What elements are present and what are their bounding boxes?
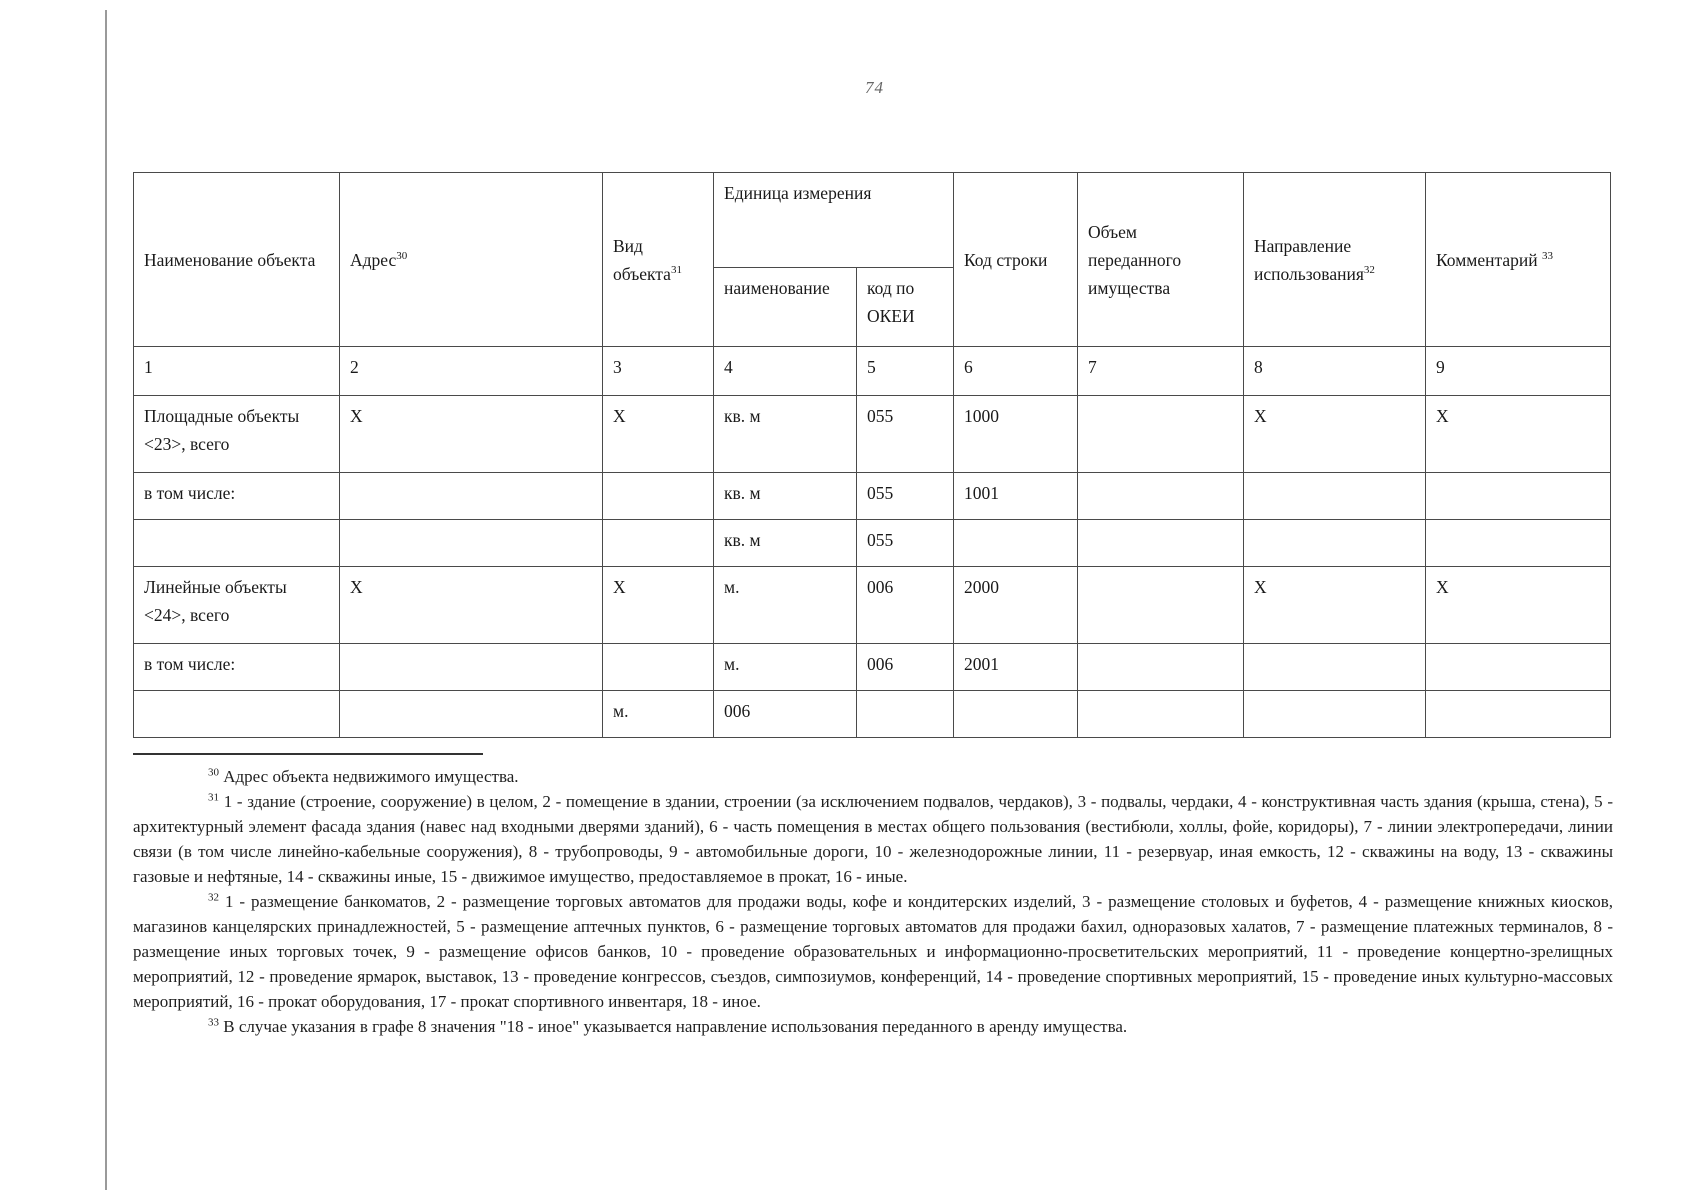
cell-okei: 006 bbox=[857, 644, 954, 691]
header-unit-group: Единица измерения bbox=[714, 173, 954, 268]
footnote-31: $^{31}$ 1 - здание (строение, сооружение) в целом, 2 - помещение в здании, строении (за исключением подвалов, чердаков), 3 - подвалы, чердаки, 4 - конструктивная часть здания (крыша, стена), 5 - архитектурный элемент фасада здания (навес над входными дверями зданий), 6 - часть помещения в местах общего пользования (вестибюли, холлы, фойе, коридоры), 7 - линии электропередачи, линии связи (в том числе линейно-кабельные сооружения), 8 - трубопроводы, 9 - автомобильные дороги, 10 - железнодорожные линии, 11 - резервуар, иная емкость, 12 - скважины на воду, 13 - скважины газовые и нефтяные, 14 - скважины иные, 15 - движимое имущество, предоставляемое в прокат, 16 - иные. bbox=[133, 791, 1613, 886]
column-number-row bbox=[134, 347, 1611, 396]
property-table bbox=[133, 172, 1611, 738]
header-volume: Объем переданного имущества bbox=[1078, 173, 1244, 347]
footnote-ref-30: 30 bbox=[396, 249, 408, 262]
cell-address bbox=[340, 691, 603, 738]
footnote-ref-32: 32 bbox=[1363, 263, 1375, 276]
footnote-ref-31: 31 bbox=[670, 263, 682, 276]
cell-name: в том числе: bbox=[134, 473, 340, 520]
column-number: 2 bbox=[340, 347, 603, 396]
cell-direction bbox=[1244, 473, 1426, 520]
cell-code bbox=[954, 691, 1078, 738]
cell-name bbox=[134, 691, 340, 738]
footnote-ref-33: 33 bbox=[1541, 249, 1553, 262]
header-row-code: Код строки bbox=[954, 173, 1078, 347]
column-number: 6 bbox=[954, 347, 1078, 396]
cell-direction: Х bbox=[1244, 567, 1426, 644]
cell-okei: 055 bbox=[857, 396, 954, 473]
table-row bbox=[134, 644, 1611, 691]
header-address: Адрес$^{30}$ bbox=[340, 173, 603, 347]
header-row bbox=[134, 173, 1611, 268]
cell-unit: м. bbox=[714, 567, 857, 644]
cell-direction: Х bbox=[1244, 396, 1426, 473]
table-row bbox=[134, 396, 1611, 473]
cell-code: 2001 bbox=[954, 644, 1078, 691]
cell-code bbox=[954, 520, 1078, 567]
header-direction: Направление использования$^{32}$ bbox=[1244, 173, 1426, 347]
header-unit-code: код по ОКЕИ bbox=[857, 268, 954, 347]
cell-okei: 006 bbox=[857, 567, 954, 644]
cell-comment bbox=[1426, 644, 1611, 691]
header-object-type: Вид объекта$^{31}$ bbox=[603, 173, 714, 347]
cell-volume bbox=[1078, 691, 1244, 738]
cell-type bbox=[603, 644, 714, 691]
cell-address bbox=[340, 520, 603, 567]
cell-type bbox=[603, 473, 714, 520]
cell-volume bbox=[1078, 644, 1244, 691]
cell-type: Х bbox=[603, 396, 714, 473]
cell-type: Х bbox=[603, 567, 714, 644]
cell-unit: кв. м bbox=[714, 520, 857, 567]
cell-address: Х bbox=[340, 396, 603, 473]
cell-name: в том числе: bbox=[134, 644, 340, 691]
cell-comment bbox=[1426, 520, 1611, 567]
cell-direction bbox=[1244, 691, 1426, 738]
cell-comment bbox=[1426, 691, 1611, 738]
cell-unit: 006 bbox=[714, 691, 857, 738]
cell-unit: кв. м bbox=[714, 396, 857, 473]
column-number: 3 bbox=[603, 347, 714, 396]
cell-type: м. bbox=[603, 691, 714, 738]
cell-name bbox=[134, 520, 340, 567]
header-name: Наименование объекта bbox=[134, 173, 340, 347]
cell-volume bbox=[1078, 520, 1244, 567]
header-comment: Комментарий $^{33}$ bbox=[1426, 173, 1611, 347]
cell-address bbox=[340, 644, 603, 691]
header-unit-name: наименование bbox=[714, 268, 857, 347]
cell-okei: 055 bbox=[857, 473, 954, 520]
cell-okei: 055 bbox=[857, 520, 954, 567]
footnote-33: $^{33}$ В случае указания в графе 8 значения "18 - иное" указывается направление использования переданного в аренду имущества. bbox=[208, 1016, 1128, 1036]
binding-margin-line bbox=[105, 10, 107, 1190]
footnote-30: $^{30}$ Адрес объекта недвижимого имущества. bbox=[208, 766, 519, 786]
cell-type bbox=[603, 520, 714, 567]
footnote-32: $^{32}$ 1 - размещение банкоматов, 2 - размещение торговых автоматов для продажи воды, кофе и кондитерских изделий, 3 - размещение столовых и буфетов, 4 - размещение книжных киосков, магазинов канцелярских принадлежностей, 5 - размещение аптечных пунктов, 6 - размещение торговых автоматов для продажи бахил, одноразовых халатов, 7 - размещение платежных терминалов, 8 - размещение иных торговых точек, 9 - размещение офисов банков, 10 - проведение образовательных и информационно-просветительских мероприятий, 11 - проведение концертно-зрелищных мероприятий, 12 - проведение ярмарок, выставок, 13 - проведение конгрессов, съездов, симпозиумов, конференций, 14 - проведение спортивных мероприятий, 15 - проведение иных культурно-массовых мероприятий, 16 - прокат оборудования, 17 - прокат спортивного инвентаря, 18 - иное. bbox=[133, 891, 1613, 1011]
cell-unit: кв. м bbox=[714, 473, 857, 520]
cell-code: 2000 bbox=[954, 567, 1078, 644]
cell-comment bbox=[1426, 473, 1611, 520]
cell-direction bbox=[1244, 644, 1426, 691]
cell-volume bbox=[1078, 396, 1244, 473]
cell-name: Площадные объекты <23>, всего bbox=[134, 396, 340, 473]
column-number: 1 bbox=[134, 347, 340, 396]
table-row bbox=[134, 567, 1611, 644]
cell-code: 1001 bbox=[954, 473, 1078, 520]
table-row bbox=[134, 473, 1611, 520]
column-number: 8 bbox=[1244, 347, 1426, 396]
cell-address bbox=[340, 473, 603, 520]
cell-comment: Х bbox=[1426, 396, 1611, 473]
column-number: 7 bbox=[1078, 347, 1244, 396]
cell-volume bbox=[1078, 567, 1244, 644]
cell-direction bbox=[1244, 520, 1426, 567]
cell-code: 1000 bbox=[954, 396, 1078, 473]
cell-name: Линейные объекты <24>, всего bbox=[134, 567, 340, 644]
column-number: 9 bbox=[1426, 347, 1611, 396]
page-number: 74 bbox=[865, 78, 884, 97]
cell-comment: Х bbox=[1426, 567, 1611, 644]
footnote-separator bbox=[133, 753, 483, 755]
cell-address: Х bbox=[340, 567, 603, 644]
table-row bbox=[134, 520, 1611, 567]
column-number: 4 bbox=[714, 347, 857, 396]
cell-okei bbox=[857, 691, 954, 738]
cell-unit: м. bbox=[714, 644, 857, 691]
column-number: 5 bbox=[857, 347, 954, 396]
cell-volume bbox=[1078, 473, 1244, 520]
table-row bbox=[134, 691, 1611, 738]
footnotes bbox=[133, 764, 1613, 1039]
